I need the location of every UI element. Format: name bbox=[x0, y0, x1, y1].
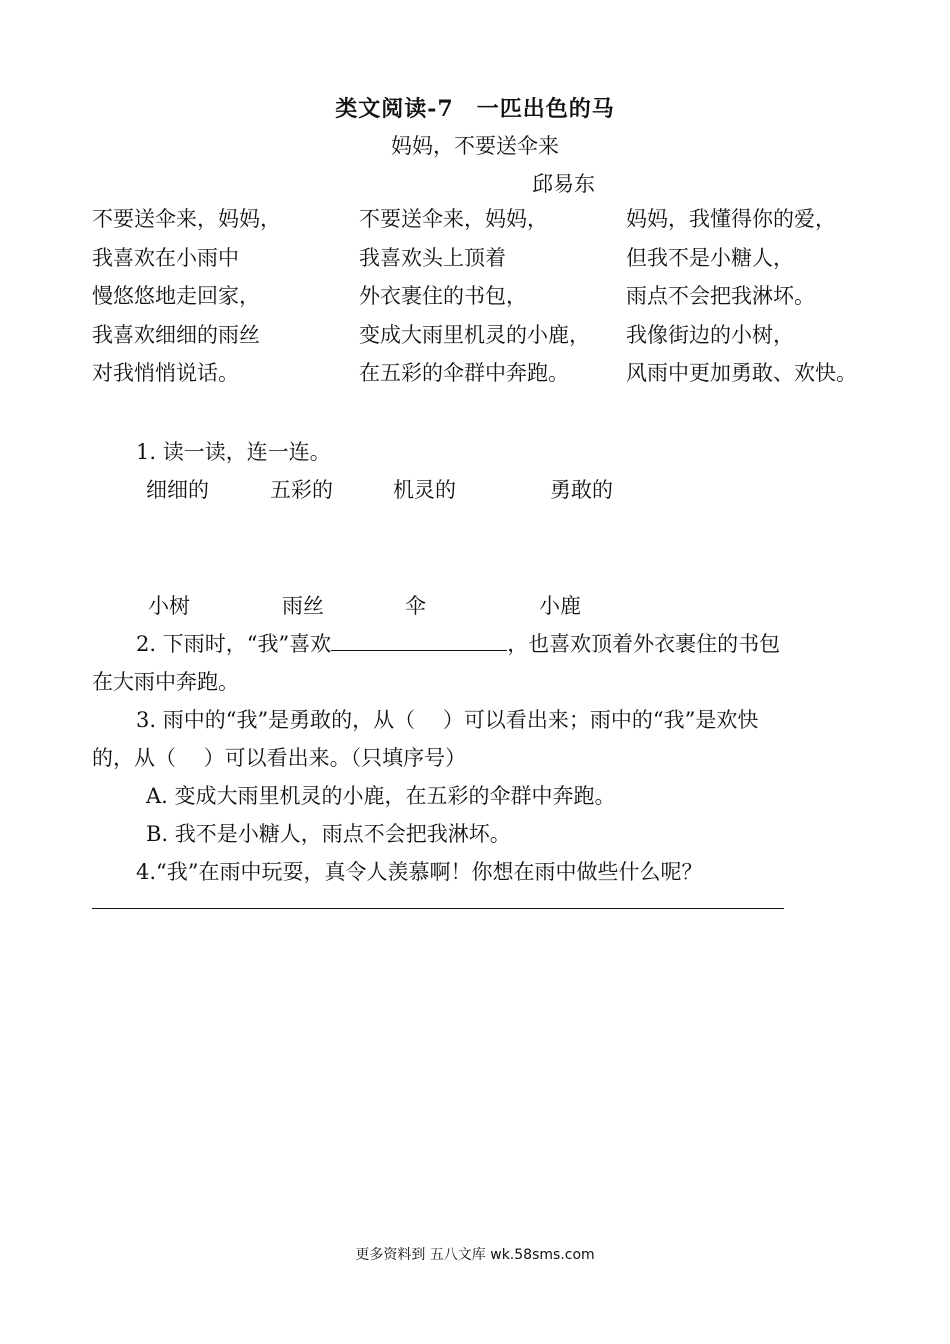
poem-line: 在五彩的伞群中奔跑。 bbox=[359, 361, 569, 385]
poem-line: 变成大雨里机灵的小鹿， bbox=[359, 322, 590, 347]
poem-line: 慢悠悠地走回家， bbox=[92, 284, 260, 308]
poem-line: 对我悄悄说话。 bbox=[92, 361, 239, 385]
poem-author: 邱易东 bbox=[532, 172, 595, 196]
poem-line: 我喜欢头上顶着 bbox=[359, 245, 506, 270]
question-3-option-a: A. 变成大雨里机灵的小鹿，在五彩的伞群中奔跑。 bbox=[146, 784, 616, 808]
question-3-line-2: 的，从（ ）可以看出来。（只填序号） bbox=[92, 746, 467, 770]
poem-stanza-2 bbox=[359, 200, 590, 393]
poem-line: 妈妈，我懂得你的爱， bbox=[626, 207, 836, 231]
question-2-line-2: 在大雨中奔跑。 bbox=[92, 670, 239, 694]
poem-line: 雨点不会把我淋坏。 bbox=[626, 284, 815, 308]
match-word-bottom[interactable]: 小树 bbox=[148, 594, 190, 618]
poem-line: 我喜欢细细的雨丝 bbox=[92, 322, 260, 347]
poem-line: 不要送伞来，妈妈， bbox=[92, 207, 281, 231]
match-word-bottom[interactable]: 伞 bbox=[405, 594, 426, 618]
footer-watermark: 更多资料到 五八文库 wk.58sms.com bbox=[355, 1247, 595, 1263]
question-4-prompt: 4.“我”在雨中玩耍，真令人羡慕啊！你想在雨中做些什么呢？ bbox=[136, 860, 703, 884]
poem-line: 但我不是小糖人， bbox=[626, 245, 794, 270]
match-word-top[interactable]: 机灵的 bbox=[393, 478, 456, 502]
match-word-top[interactable]: 勇敢的 bbox=[550, 478, 613, 502]
question-2-text: 2. 下雨时，“我”喜欢 bbox=[136, 632, 332, 656]
poem-stanza-3 bbox=[626, 200, 857, 393]
match-word-bottom[interactable]: 小鹿 bbox=[539, 594, 581, 618]
poem-line: 我喜欢在小雨中 bbox=[92, 245, 239, 270]
match-word-top[interactable]: 五彩的 bbox=[270, 478, 333, 502]
poem-line: 我像街边的小树， bbox=[626, 322, 794, 347]
poem-line: 外衣裹住的书包， bbox=[359, 284, 527, 308]
question-2-text-cont: ，也喜欢顶着外衣裹住的书包 bbox=[507, 632, 781, 656]
question-3-option-b: B. 我不是小糖人，雨点不会把我淋坏。 bbox=[146, 822, 511, 846]
poem-line: 风雨中更加勇敢、欢快。 bbox=[626, 361, 857, 385]
poem-title: 妈妈，不要送伞来 bbox=[391, 134, 559, 158]
match-word-top[interactable]: 细细的 bbox=[146, 478, 209, 502]
page-title: 类文阅读-7 一匹出色的马 bbox=[335, 96, 615, 122]
match-word-bottom[interactable]: 雨丝 bbox=[282, 594, 324, 618]
question-2 bbox=[136, 628, 780, 658]
question-3-line-1: 3. 雨中的“我”是勇敢的，从（ ）可以看出来；雨中的“我”是欢快 bbox=[136, 708, 759, 732]
answer-blank[interactable] bbox=[331, 628, 507, 651]
question-1-prompt: 1. 读一读，连一连。 bbox=[136, 440, 331, 464]
answer-line[interactable] bbox=[92, 908, 784, 909]
poem-stanza-1 bbox=[92, 200, 281, 393]
poem-line: 不要送伞来，妈妈， bbox=[359, 207, 548, 231]
